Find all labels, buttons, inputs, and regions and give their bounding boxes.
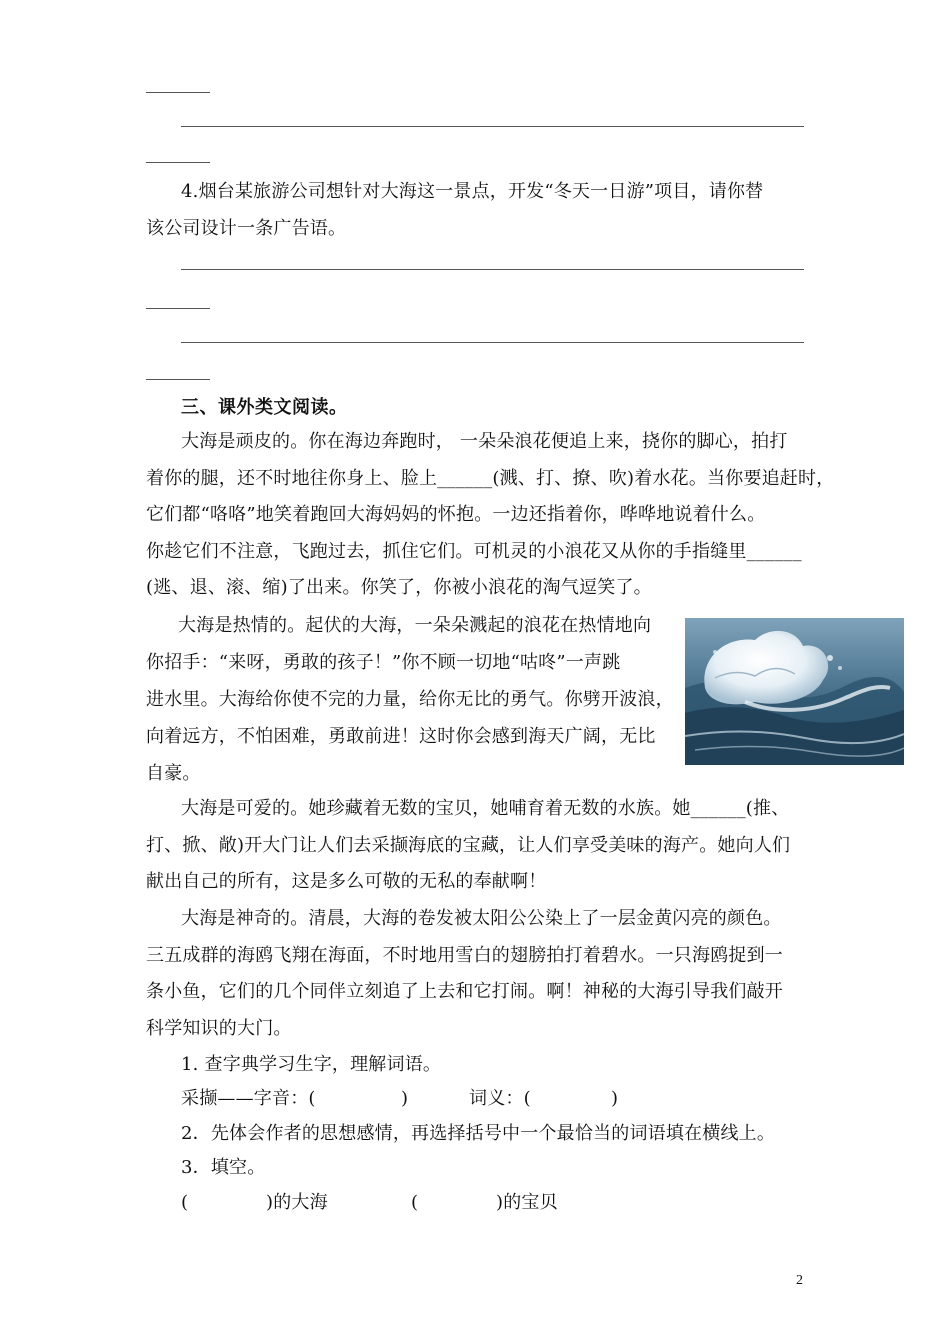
page-number: 2 bbox=[796, 1273, 803, 1288]
question-1: 1. 查字典学习生字，理解词语。 bbox=[181, 1054, 442, 1075]
sea-wave-illustration bbox=[685, 618, 904, 765]
answer-line-short[interactable] bbox=[146, 92, 210, 93]
question-3: 3．填空。 bbox=[181, 1157, 266, 1178]
wave-drawing bbox=[685, 618, 904, 765]
question-1-meaning: 词义：( bbox=[469, 1088, 531, 1109]
question-4-line1: 4.烟台某旅游公司想针对大海这一景点，开发“冬天一日游”项目，请你替 bbox=[181, 181, 764, 202]
fill-blank-2: )的宝贝 bbox=[496, 1192, 558, 1213]
answer-line-long[interactable] bbox=[181, 269, 804, 270]
passage-p4-line: 科学知识的大门。 bbox=[146, 1018, 292, 1039]
answer-line-long[interactable] bbox=[181, 342, 804, 343]
passage-p2-line: 进水里。大海给你使不完的力量，给你无比的勇气。你劈开波浪， bbox=[146, 689, 674, 710]
passage-p3-line: 大海是可爱的。她珍藏着无数的宝贝，她哺育着无数的水族。她______(推、 bbox=[181, 798, 790, 819]
fill-blank-1: )的大海 bbox=[266, 1192, 328, 1213]
passage-p1-line: (逃、退、滚、缩)了出来。你笑了，你被小浪花的淘气逗笑了。 bbox=[146, 577, 652, 598]
passage-p1-line: 着你的腿，还不时地往你身上、脸上______(溅、打、撩、吹)着水花。当你要追赶时， bbox=[146, 468, 835, 489]
fill-blank-open-1[interactable]: ( bbox=[181, 1192, 189, 1213]
passage-p1-line: 大海是顽皮的。你在海边奔跑时， 一朵朵浪花便追上来，挠你的脚心，拍打 bbox=[181, 431, 788, 452]
passage-p1-line: 它们都“咯咯”地笑着跑回大海妈妈的怀抱。一边还指着你，哗哗地说着什么。 bbox=[146, 504, 766, 525]
answer-line-short[interactable] bbox=[146, 308, 210, 309]
passage-p2-line: 你招手：“来呀，勇敢的孩子！”你不顾一切地“咕咚”一声跳 bbox=[146, 652, 621, 673]
meaning-blank-close[interactable]: ) bbox=[611, 1088, 619, 1109]
pinyin-blank-close[interactable]: ) bbox=[401, 1088, 409, 1109]
passage-p3-line: 献出自己的所有，这是多么可敬的无私的奉献啊！ bbox=[146, 871, 547, 892]
passage-p4-line: 条小鱼，它们的几个同伴立刻追了上去和它打闹。啊！神秘的大海引导我们敲开 bbox=[146, 981, 783, 1002]
passage-p1-line: 你趁它们不注意，飞跑过去，抓住它们。可机灵的小浪花又从你的手指缝里______ bbox=[146, 541, 802, 562]
question-4-line2: 该公司设计一条广告语。 bbox=[146, 218, 347, 239]
passage-p3-line: 打、掀、敞)开大门让人们去采撷海底的宝藏，让人们享受美味的海产。她向人们 bbox=[146, 835, 791, 856]
passage-p2-line: 自豪。 bbox=[146, 763, 201, 784]
passage-p2-line: 大海是热情的。起伏的大海，一朵朵溅起的浪花在热情地向 bbox=[178, 615, 652, 636]
answer-line-short[interactable] bbox=[146, 379, 210, 380]
passage-p2-line: 向着远方，不怕困难，勇敢前进！这时你会感到海天广阔，无比 bbox=[146, 726, 656, 747]
fill-blank-open-2[interactable]: ( bbox=[411, 1192, 419, 1213]
section-title: 三、课外类文阅读。 bbox=[181, 397, 348, 418]
question-2: 2．先体会作者的思想感情，再选择括号中一个最恰当的词语填在横线上。 bbox=[181, 1123, 776, 1144]
answer-line-long[interactable] bbox=[181, 126, 804, 127]
passage-p4-line: 三五成群的海鸥飞翔在海面，不时地用雪白的翅膀拍打着碧水。一只海鸥捉到一 bbox=[146, 945, 783, 966]
answer-line-short[interactable] bbox=[146, 162, 210, 163]
question-1-word: 采撷——字音：( bbox=[181, 1088, 316, 1109]
passage-p4-line: 大海是神奇的。清晨，大海的卷发被太阳公公染上了一层金黄闪亮的颜色。 bbox=[181, 908, 782, 929]
